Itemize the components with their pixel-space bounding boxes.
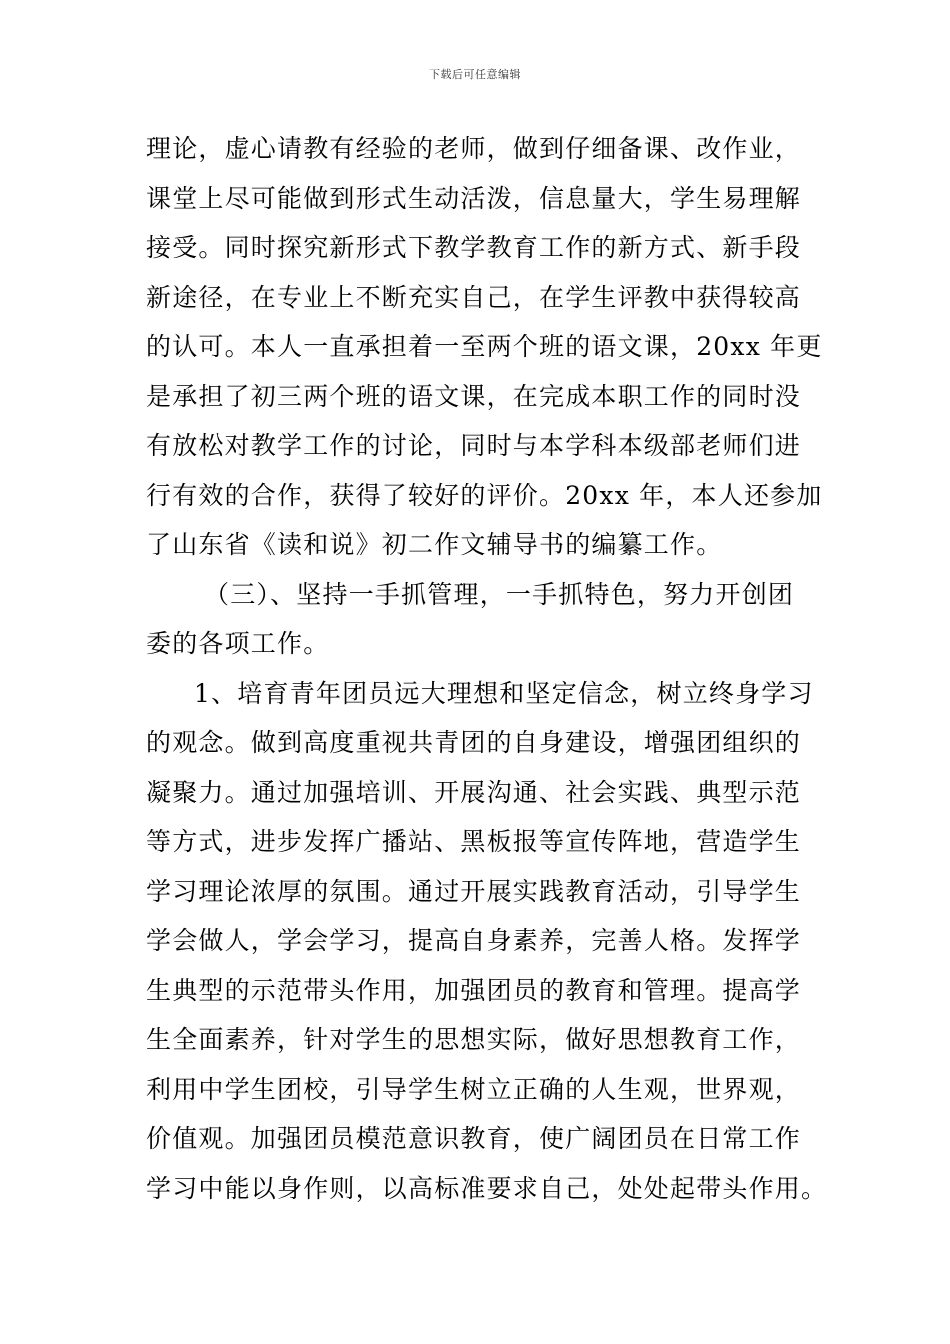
text-line: 凝聚力。通过加强培训、开展沟通、社会实践、典型示范 — [146, 777, 802, 807]
text-line: 理论，虚心请教有经验的老师，做到仔细备课、改作业， — [146, 134, 802, 163]
text-line: 学会做人，学会学习，提高自身素养，完善人格。发挥学 — [146, 926, 802, 955]
text-line: 行有效的合作，获得了较好的评价。20xx 年，本人还参加 — [146, 480, 823, 510]
document-body — [146, 124, 828, 1213]
text-line: 等方式，进步发挥广播站、黑板报等宣传阵地，营造学生 — [146, 827, 802, 856]
paragraph-start-line: 1、培育青年团员远大理想和坚定信念，树立终身学习 — [194, 678, 814, 708]
text-line: 有放松对教学工作的讨论，同时与本学科本级部老师们进 — [146, 431, 802, 460]
section-heading-line: （三）、坚持一手抓管理，一手抓特色，努力开创团 — [204, 579, 795, 609]
text-line: 学习理论浓厚的氛围。通过开展实践教育活动，引导学生 — [146, 876, 802, 906]
text-line: 利用中学生团校，引导学生树立正确的人生观，世界观， — [146, 1074, 802, 1104]
text-line: 是承担了初三两个班的语文课，在完成本职工作的同时没 — [146, 381, 802, 411]
text-line: 课堂上尽可能做到形式生动活泼，信息量大，学生易理解 — [146, 183, 802, 213]
header-note: 下载后可任意编辑 — [429, 68, 521, 81]
text-line: 生典型的示范带头作用，加强团员的教育和管理。提高学 — [146, 975, 802, 1005]
text-line: 价值观。加强团员模范意识教育，使广阔团员在日常工作 — [146, 1124, 802, 1153]
text-line: 新途径，在专业上不断充实自己，在学生评教中获得较高 — [146, 282, 802, 312]
text-line: 接受。同时探究新形式下教学教育工作的新方式、新手段 — [146, 233, 802, 262]
text-line: 的认可。本人一直承担着一至两个班的语文课，20xx 年更 — [146, 332, 823, 361]
text-line: 了山东省《读和说》初二作文辅导书的编纂工作。 — [146, 530, 723, 559]
text-line: 生全面素养，针对学生的思想实际，做好思想教育工作， — [146, 1025, 802, 1054]
text-line: 学习中能以身作则，以高标准要求自己，处处起带头作用。 — [146, 1173, 828, 1203]
text-line: 委的各项工作。 — [146, 629, 330, 658]
text-line: 的观念。做到高度重视共青团的自身建设，增强团组织的 — [146, 728, 802, 757]
